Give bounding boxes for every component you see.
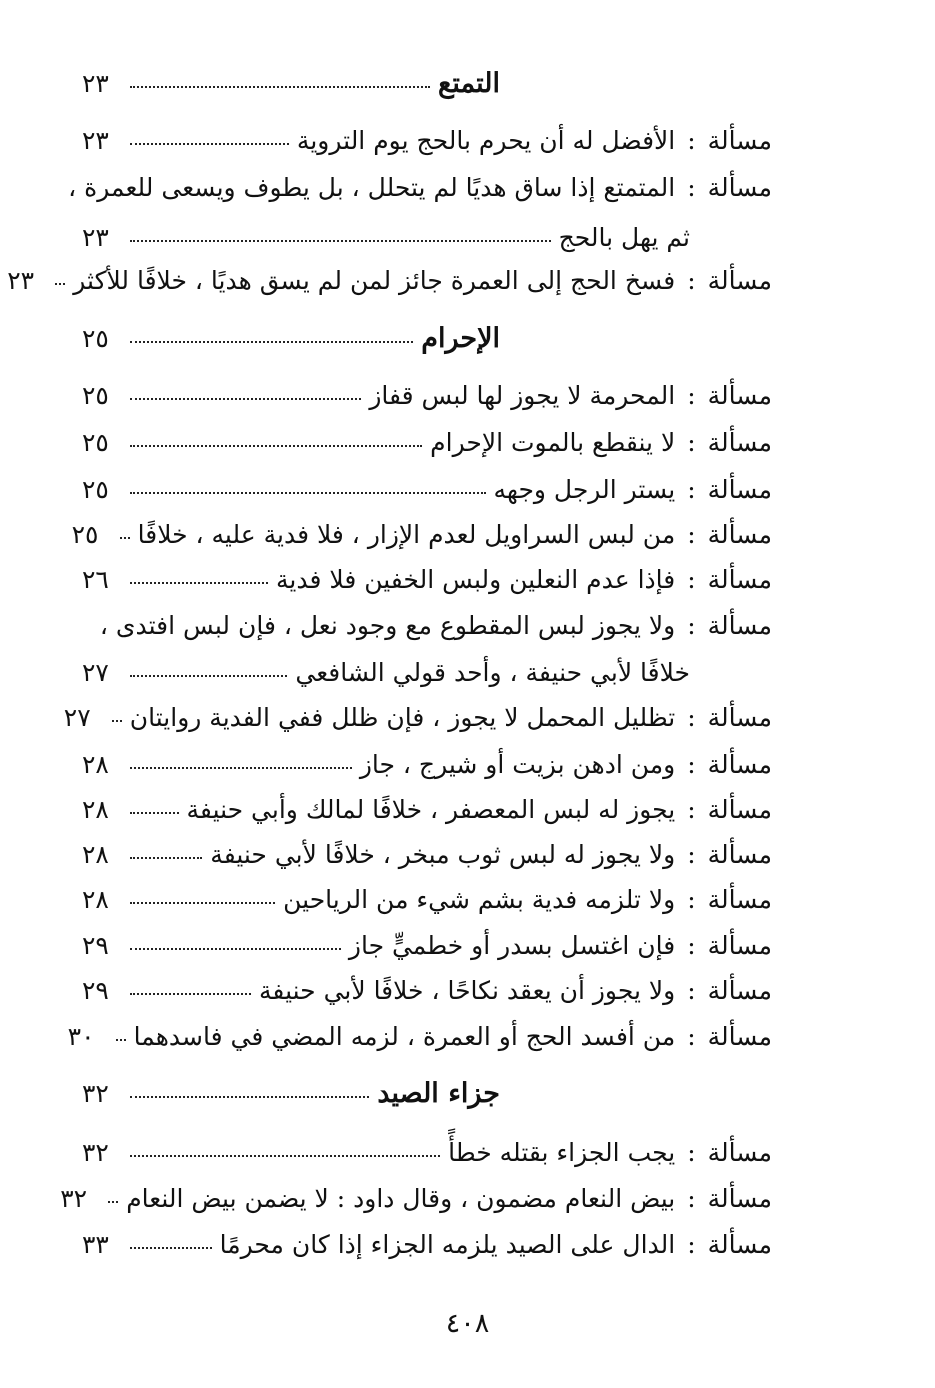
toc-entry — [82, 887, 772, 912]
page-ref: ٢٧ — [82, 658, 109, 687]
heading-text: جزاء الصيد — [377, 1078, 500, 1109]
dot-leader — [130, 582, 268, 584]
heading-text: التمتع — [437, 68, 500, 99]
page-ref: ٢٣ — [7, 266, 35, 295]
entry-separator: : — [687, 520, 696, 549]
toc-entry — [82, 613, 772, 638]
entry-separator: : — [687, 703, 696, 732]
section-heading — [82, 70, 772, 97]
entry-label: مسألة — [707, 520, 772, 549]
entry-label: مسألة — [707, 840, 772, 869]
dot-leader — [130, 492, 486, 494]
entry-label: مسألة — [707, 565, 772, 594]
entry-separator: : — [687, 173, 696, 202]
entry-text: يجوز له لبس المعصفر ، خلافًا لمالك وأبي حنيفة — [186, 795, 676, 824]
dot-leader — [130, 767, 352, 769]
entry-label: مسألة — [707, 1022, 772, 1051]
entry-text: فإذا عدم النعلين ولبس الخفين فلا فدية — [276, 565, 676, 594]
entry-separator: : — [687, 931, 696, 960]
entry-separator: : — [687, 1022, 696, 1051]
page-ref: ٢٣ — [82, 126, 109, 155]
page-ref: ٢٨ — [82, 840, 109, 869]
dot-leader — [130, 143, 289, 145]
entry-separator: : — [687, 266, 696, 295]
entry-text: يجب الجزاء بقتله خطأً — [448, 1138, 676, 1167]
entry-separator: : — [687, 611, 696, 640]
dot-leader — [130, 341, 413, 343]
entry-separator: : — [687, 126, 696, 155]
page-ref: ٣٣ — [82, 1230, 109, 1259]
dot-leader — [130, 240, 551, 242]
toc-entry — [7, 266, 772, 295]
entry-separator: : — [687, 565, 696, 594]
entry-text: فإن اغتسل بسدر أو خطميٍّ جاز — [348, 931, 676, 960]
entry-label: مسألة — [707, 381, 772, 410]
toc-entry — [82, 933, 772, 958]
toc-entry — [60, 1184, 772, 1213]
entry-text: الدال على الصيد يلزمه الجزاء إذا كان محرمًا — [219, 1230, 676, 1259]
toc-entry — [82, 225, 772, 250]
page-ref: ٢٣ — [82, 223, 109, 252]
toc-entry — [82, 383, 772, 408]
entry-label: مسألة — [707, 931, 772, 960]
entry-separator: : — [687, 795, 696, 824]
dot-leader — [55, 283, 65, 285]
page-ref: ٣٢ — [82, 1079, 109, 1108]
dot-leader — [130, 1247, 212, 1249]
entry-label: مسألة — [707, 126, 772, 155]
entry-label: مسألة — [707, 703, 772, 732]
dot-leader — [130, 857, 202, 859]
entry-label: مسألة — [707, 1138, 772, 1167]
toc-entry — [82, 1232, 772, 1257]
entry-label: مسألة — [707, 173, 772, 202]
entry-label: مسألة — [707, 795, 772, 824]
entry-separator: : — [687, 1184, 696, 1213]
entry-text: يستر الرجل وجهه — [493, 475, 676, 504]
entry-label: مسألة — [707, 266, 772, 295]
dot-leader — [130, 993, 251, 995]
entry-separator: : — [687, 381, 696, 410]
toc-entry — [82, 752, 772, 777]
entry-text: ولا يجوز أن يعقد نكاحًا ، خلافًا لأبي حنيفة — [259, 976, 676, 1005]
heading-text: الإحرام — [421, 323, 500, 354]
dot-leader — [130, 812, 179, 814]
entry-text: المحرمة لا يجوز لها لبس قفاز — [369, 381, 676, 410]
entry-text: ولا يجوز لبس المقطوع مع وجود نعل ، فإن لبس افتدى ، — [99, 611, 676, 640]
toc-entry — [82, 567, 772, 592]
toc-entry — [82, 842, 772, 867]
page-ref: ٢٨ — [82, 795, 109, 824]
entry-label: مسألة — [707, 885, 772, 914]
toc-entry — [71, 520, 772, 549]
page-number: ٤٠٨ — [445, 1308, 490, 1339]
page-ref: ٣٠ — [67, 1022, 95, 1051]
entry-label: مسألة — [707, 1230, 772, 1259]
entry-text: من أفسد الحج أو العمرة ، لزمه المضي في فاسدهما — [133, 1022, 676, 1051]
entry-separator: : — [687, 840, 696, 869]
dot-leader — [112, 720, 122, 722]
toc-entry — [82, 660, 772, 685]
page-ref: ٣٢ — [82, 1138, 109, 1167]
page-ref: ٢٥ — [82, 324, 109, 353]
page-ref: ٢٩ — [82, 931, 109, 960]
toc-entry — [82, 797, 772, 822]
entry-separator: : — [687, 428, 696, 457]
dot-leader — [130, 1096, 369, 1098]
dot-leader — [130, 398, 361, 400]
page-ref: ٢٨ — [82, 885, 109, 914]
toc-entry — [67, 1022, 772, 1051]
dot-leader — [116, 1039, 126, 1041]
section-heading — [82, 325, 772, 352]
entry-label: مسألة — [707, 428, 772, 457]
dot-leader — [130, 902, 275, 904]
toc-entry — [82, 430, 772, 455]
dot-leader — [130, 1155, 440, 1157]
toc-entry — [82, 978, 772, 1003]
page-ref: ٢٥ — [82, 475, 109, 504]
page-ref: ٢٧ — [63, 703, 91, 732]
toc-entry — [63, 703, 772, 732]
entry-text: ولا يجوز له لبس ثوب مبخر ، خلافًا لأبي حنيفة — [210, 840, 676, 869]
entry-text: الأفضل له أن يحرم بالحج يوم التروية — [296, 126, 676, 155]
page-ref: ٢٥ — [82, 428, 109, 457]
entry-separator: : — [687, 750, 696, 779]
dot-leader — [130, 86, 430, 88]
toc-entry — [68, 173, 772, 202]
entry-text: بيض النعام مضمون ، وقال داود : لا يضمن بيض النعام — [126, 1184, 676, 1213]
entry-separator: : — [687, 1230, 696, 1259]
page-ref: ٢٣ — [82, 69, 109, 98]
entry-separator: : — [687, 1138, 696, 1167]
entry-text: المتمتع إذا ساق هديًا لم يتحلل ، بل يطوف ويسعى للعمرة ، — [68, 173, 676, 202]
entry-label: مسألة — [707, 475, 772, 504]
entry-text: ثم يهل بالحج — [558, 223, 690, 252]
entry-separator: : — [687, 475, 696, 504]
page-ref: ٣٢ — [60, 1184, 88, 1213]
page-ref: ٢٩ — [82, 976, 109, 1005]
entry-text: خلافًا لأبي حنيفة ، وأحد قولي الشافعي — [295, 658, 690, 687]
entry-text: لا ينقطع بالموت الإحرام — [430, 428, 676, 457]
dot-leader — [120, 537, 130, 539]
entry-label: مسألة — [707, 976, 772, 1005]
entry-label: مسألة — [707, 611, 772, 640]
entry-text: فسخ الحج إلى العمرة جائز لمن لم يسق هديًا ، خلافًا للأكثر — [73, 266, 676, 295]
dot-leader — [130, 675, 287, 677]
toc-entry — [82, 1140, 772, 1165]
page-ref: ٢٥ — [71, 520, 99, 549]
entry-separator: : — [687, 976, 696, 1005]
toc-entry — [82, 477, 772, 502]
section-heading — [82, 1080, 772, 1107]
page-ref: ٢٦ — [82, 565, 109, 594]
entry-text: ولا تلزمه فدية بشم شيء من الرياحين — [283, 885, 676, 914]
page-ref: ٢٥ — [82, 381, 109, 410]
toc-entry — [82, 128, 772, 153]
entry-text: من لبس السراويل لعدم الإزار ، فلا فدية عليه ، خلافًا — [137, 520, 676, 549]
page-ref: ٢٨ — [82, 750, 109, 779]
dot-leader — [130, 948, 341, 950]
entry-separator: : — [687, 885, 696, 914]
entry-text: ومن ادهن بزيت أو شيرج ، جاز — [359, 750, 676, 779]
dot-leader — [108, 1201, 118, 1203]
dot-leader — [130, 445, 422, 447]
entry-label: مسألة — [707, 1184, 772, 1213]
entry-text: تظليل المحمل لا يجوز ، فإن ظلل ففي الفدية روايتان — [129, 703, 676, 732]
entry-label: مسألة — [707, 750, 772, 779]
